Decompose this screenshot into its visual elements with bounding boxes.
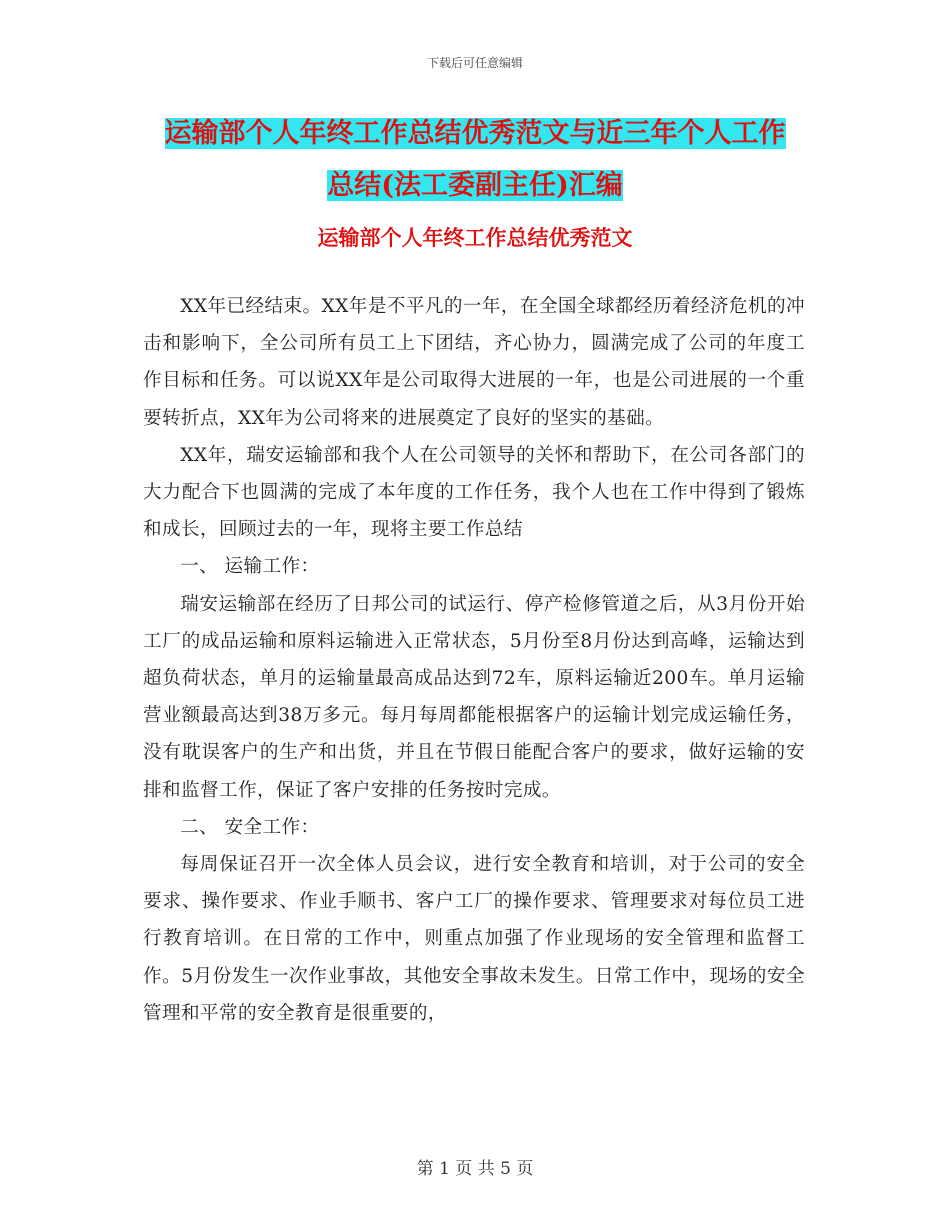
document-title-line-1: 运输部个人年终工作总结优秀范文与近三年个人工作 <box>164 118 786 149</box>
document-title <box>100 108 850 212</box>
section-heading: 二、 安全工作： <box>180 816 320 838</box>
section-heading: 一、 运输工作： <box>180 556 320 578</box>
page-header: 下载后可任意编辑 <box>426 56 523 70</box>
paragraph: 每周保证召开一次全体人员会议，进行安全教育和培训，对于公司的安全要求、操作要求、作业手顺书、客户工厂的操作要求、管理要求对每位员工进行教育培训。在日常的工作中，则重点加强了作业现场的安全管理和监督工作。5月份发生一次作业事故，其他安全事故未发生。日常工作中，现场的安全管理和平常的安全教育是很重要的， <box>143 854 805 1024</box>
document-title-line-2: 总结(法工委副主任)汇编 <box>327 170 623 201</box>
paragraph: XX年已经结束。XX年是不平凡的一年，在全国全球都经历着经济危机的冲击和影响下，全公司所有员工上下团结，齐心协力，圆满完成了公司的年度工作目标和任务。可以说XX年是公司取得大进展的一年，也是公司进展的一个重要转折点，XX年为公司将来的进展奠定了良好的坚实的基础。 <box>143 296 805 429</box>
page-number: 第 1 页 共 5 页 <box>416 1159 534 1179</box>
paragraph: XX年，瑞安运输部和我个人在公司领导的关怀和帮助下，在公司各部门的大力配合下也圆满的完成了本年度的工作任务，我个人也在工作中得到了锻炼和成长，回顾过去的一年，现将主要工作总结 <box>143 444 805 541</box>
section-title: 运输部个人年终工作总结优秀范文 <box>317 225 633 250</box>
paragraph: 瑞安运输部在经历了日邦公司的试运行、停产检修管道之后，从3月份开始工厂的成品运输和原料运输进入正常状态，5月份至8月份达到高峰，运输达到超负荷状态，单月的运输量最高成品达到72车，原料运输近200车。单月运输营业额最高达到38万多元。每月每周都能根据客户的运输计划完成运输任务，没有耽误客户的生产和出货，并且在节假日能配合客户的要求，做好运输的安排和监督工作，保证了客户安排的任务按时完成。 <box>143 593 805 801</box>
document-body <box>143 288 805 1032</box>
